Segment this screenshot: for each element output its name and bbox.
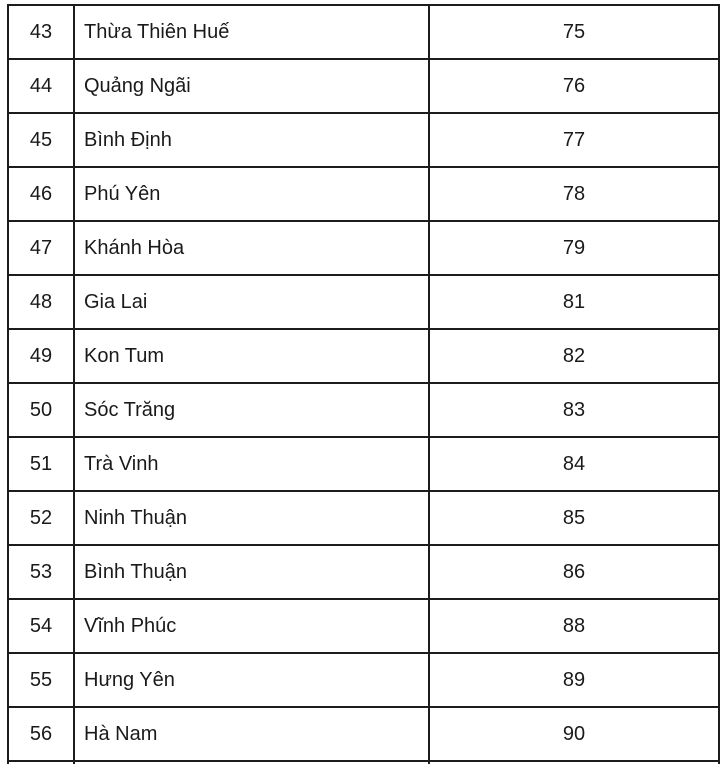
province-name-cell: Khánh Hòa bbox=[74, 221, 429, 275]
province-name-cell: Thừa Thiên Huế bbox=[74, 5, 429, 59]
row-number-cell: 50 bbox=[8, 383, 74, 437]
row-number-cell: 43 bbox=[8, 5, 74, 59]
table-row bbox=[8, 545, 719, 599]
table-row bbox=[8, 383, 719, 437]
row-number-cell: 54 bbox=[8, 599, 74, 653]
table-row bbox=[8, 329, 719, 383]
plate-code-cell: 90 bbox=[429, 707, 719, 761]
table-row bbox=[8, 437, 719, 491]
plate-code-cell: 84 bbox=[429, 437, 719, 491]
row-number-cell: 46 bbox=[8, 167, 74, 221]
row-number-cell: 47 bbox=[8, 221, 74, 275]
province-name-cell: Gia Lai bbox=[74, 275, 429, 329]
table-row bbox=[8, 599, 719, 653]
plate-code-cell: 88 bbox=[429, 599, 719, 653]
plate-code-cell: 83 bbox=[429, 383, 719, 437]
table-row bbox=[8, 113, 719, 167]
table-row bbox=[8, 59, 719, 113]
province-name-cell: Hưng Yên bbox=[74, 653, 429, 707]
province-name-cell: Ninh Thuận bbox=[74, 491, 429, 545]
row-number-cell: 44 bbox=[8, 59, 74, 113]
row-number-cell: 56 bbox=[8, 707, 74, 761]
province-name-cell: Vĩnh Phúc bbox=[74, 599, 429, 653]
table-row bbox=[8, 221, 719, 275]
row-number-cell: 51 bbox=[8, 437, 74, 491]
province-code-table bbox=[7, 4, 720, 764]
province-name-cell: Bình Thuận bbox=[74, 545, 429, 599]
row-number-cell: 49 bbox=[8, 329, 74, 383]
province-name-cell: Quảng Ngãi bbox=[74, 59, 429, 113]
plate-code-cell: 75 bbox=[429, 5, 719, 59]
province-name-cell: Kon Tum bbox=[74, 329, 429, 383]
plate-code-cell: 85 bbox=[429, 491, 719, 545]
plate-code-cell: 76 bbox=[429, 59, 719, 113]
plate-code-cell: 81 bbox=[429, 275, 719, 329]
province-name-cell: Trà Vinh bbox=[74, 437, 429, 491]
plate-code-cell: 77 bbox=[429, 113, 719, 167]
plate-code-cell: 78 bbox=[429, 167, 719, 221]
province-name-cell: Hà Nam bbox=[74, 707, 429, 761]
plate-code-cell: 82 bbox=[429, 329, 719, 383]
row-number-cell: 53 bbox=[8, 545, 74, 599]
plate-code-cell: 89 bbox=[429, 653, 719, 707]
table-row bbox=[8, 5, 719, 59]
table-row bbox=[8, 275, 719, 329]
table-row bbox=[8, 707, 719, 761]
plate-code-cell: 79 bbox=[429, 221, 719, 275]
row-number-cell: 52 bbox=[8, 491, 74, 545]
table-row bbox=[8, 491, 719, 545]
province-name-cell: Sóc Trăng bbox=[74, 383, 429, 437]
province-name-cell: Phú Yên bbox=[74, 167, 429, 221]
province-name-cell: Bình Định bbox=[74, 113, 429, 167]
table-row bbox=[8, 167, 719, 221]
plate-code-cell: 86 bbox=[429, 545, 719, 599]
row-number-cell: 45 bbox=[8, 113, 74, 167]
table-body bbox=[8, 5, 719, 764]
row-number-cell: 48 bbox=[8, 275, 74, 329]
table-row bbox=[8, 653, 719, 707]
row-number-cell: 55 bbox=[8, 653, 74, 707]
